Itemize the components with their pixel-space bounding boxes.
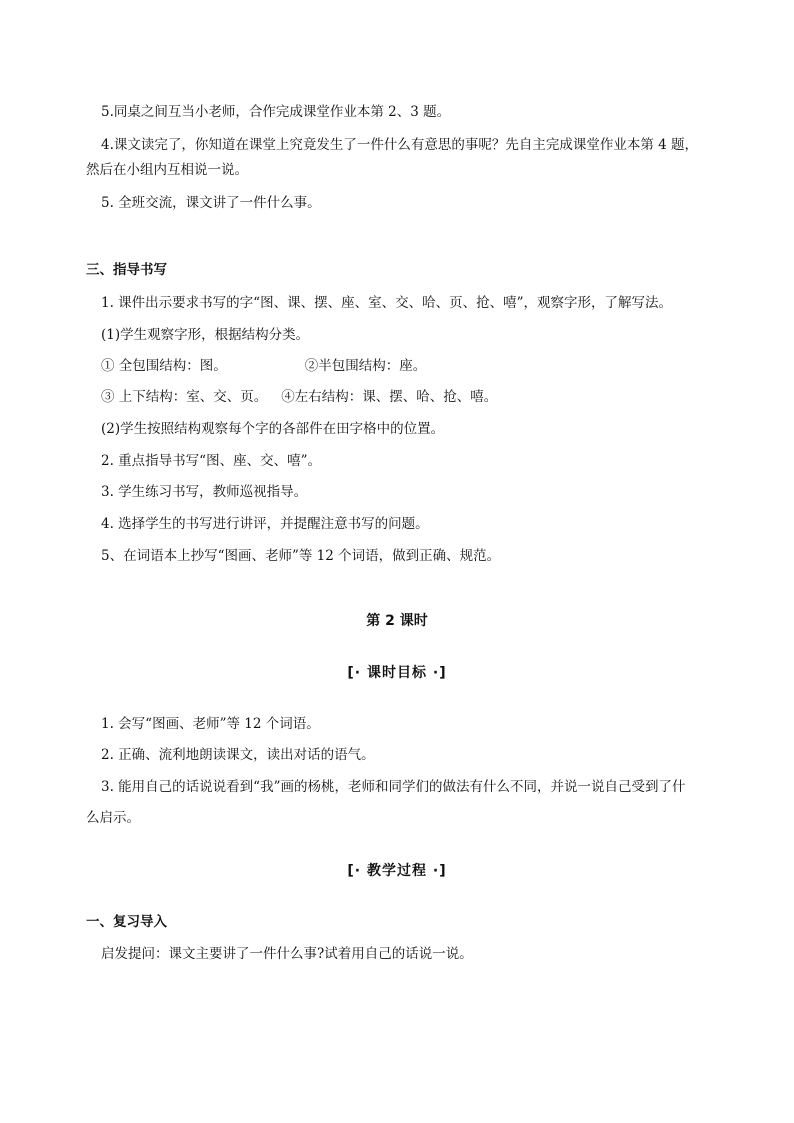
paragraph-read-finish-line1: 4.课文读完了，你知道在课堂上究竟发生了一件什么有意思的事呢？先自主完成课堂作业本第 4 题，	[101, 137, 699, 153]
structure-half-enclosure-text: ②半包围结构：座。	[304, 358, 427, 374]
lesson-2-title: 第 2 课时	[366, 613, 428, 629]
writing-step-1-1: (1)学生观察字形，根据结构分类。	[101, 327, 310, 343]
heading-review: 一、复习导入	[86, 914, 167, 930]
writing-step-3: 3. 学生练习书写，教师巡视指导。	[101, 484, 308, 500]
structure-full-enclosure	[101, 356, 426, 376]
goal-1: 1. 会写“图画、老师”等 12 个词语。	[101, 716, 320, 732]
goal-2: 2. 正确、流利地朗读课文，读出对话的语气。	[101, 747, 375, 763]
structure-top-bottom-text: ③ 上下结构：室、交、页。	[101, 389, 268, 405]
writing-step-5: 5、在词语本上抄写“图画、老师”等 12 个词语，做到正确、规范。	[101, 548, 501, 564]
goal-3-line1: 3. 能用自己的话说说看到“我”画的杨桃，老师和同学们的做法有什么不同，并说一说自己受到了什	[101, 779, 686, 795]
writing-step-1-2: (2)学生按照结构观察每个字的各部件在田字格中的位置。	[101, 421, 445, 437]
structure-top-bottom	[101, 387, 497, 407]
paragraph-class-discussion: 5. 全班交流，课文讲了一件什么事。	[101, 195, 321, 211]
goal-3-line2: 么启示。	[86, 810, 140, 826]
writing-step-2: 2. 重点指导书写“图、座、交、嘻”。	[101, 453, 321, 469]
lesson-goals-title: [· 课时目标 ·]	[347, 665, 447, 681]
review-prompt: 启发提问：课文主要讲了一件什么事?试着用自己的话说一说。	[101, 946, 473, 962]
paragraph-pair-work: 5.同桌之间互当小老师，合作完成课堂作业本第 2、3 题。	[101, 104, 451, 120]
teaching-process-title: [· 教学过程 ·]	[347, 863, 447, 879]
writing-step-1: 1. 课件出示要求书写的字“图、课、摆、座、室、交、哈、页、抢、嘻”，观察字形，了解写法。	[101, 295, 672, 311]
structure-left-right-text: ④左右结构：课、摆、哈、抢、嘻。	[281, 389, 498, 405]
writing-step-4: 4. 选择学生的书写进行讲评，并提醒注意书写的问题。	[101, 516, 429, 532]
heading-writing-guidance: 三、指导书写	[86, 262, 167, 278]
structure-full-enclosure-text: ① 全包围结构：图。	[101, 358, 227, 374]
paragraph-read-finish-line2: 然后在小组内互相说一说。	[86, 162, 248, 178]
